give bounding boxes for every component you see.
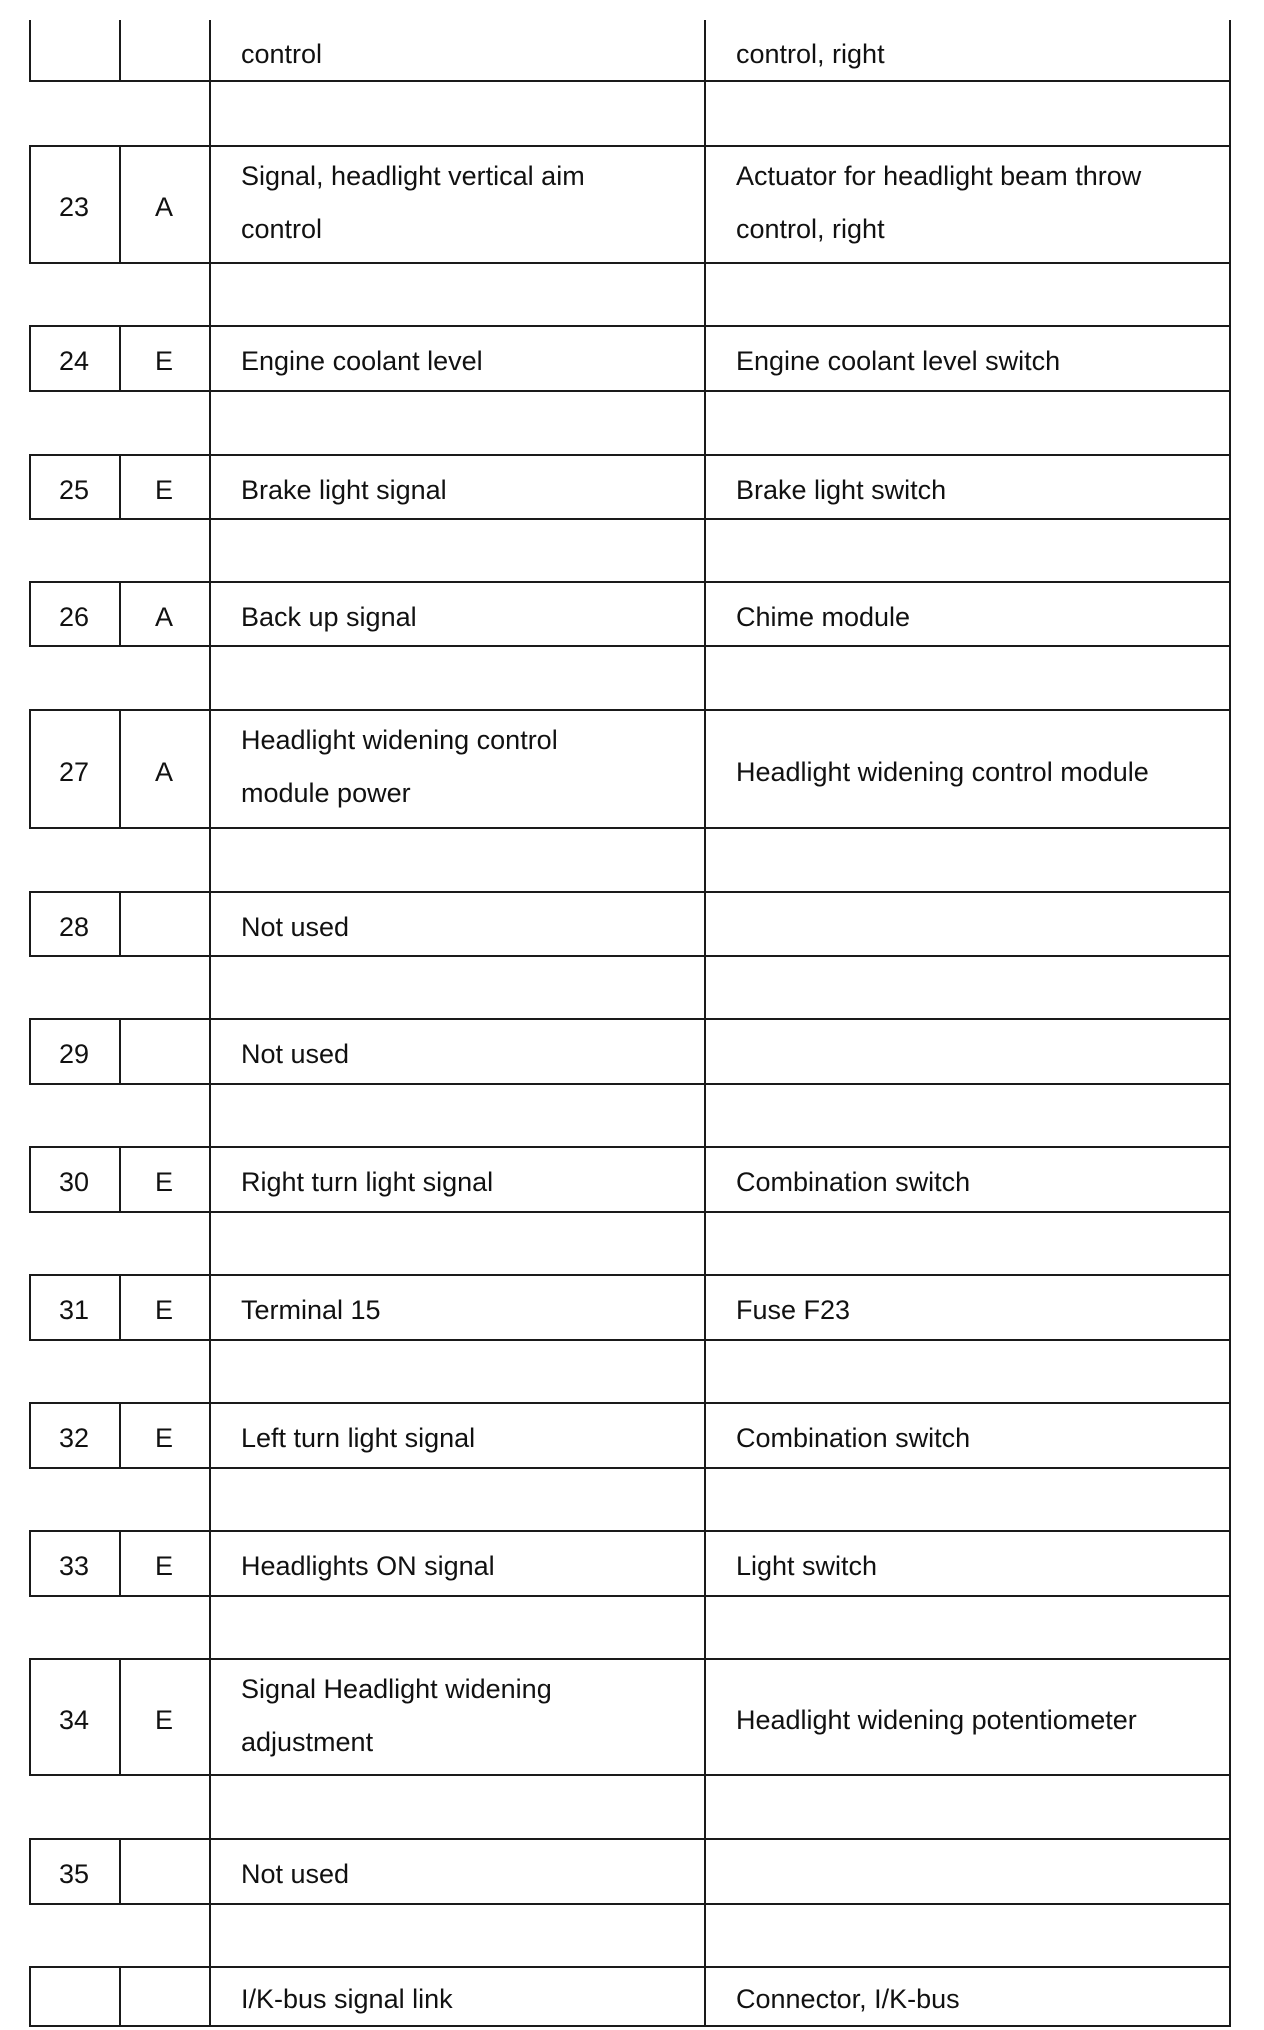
table-rule [119,1658,121,1774]
table-rule [1229,145,1231,262]
table-rule [1229,1018,1231,1083]
connection-target: control, right [736,38,885,69]
table-rule [209,581,211,645]
table-rule [1229,80,1231,145]
pin-number: 32 [58,1423,90,1453]
signal-type [119,1966,209,2025]
table-rule [209,1274,211,1339]
table-rule [1229,1658,1231,1774]
signal-description: Right turn light signal [241,1167,494,1197]
table-rule [29,1530,31,1595]
table-rule [1229,20,1231,80]
signal-type: E [154,474,173,505]
table-rule [209,80,211,145]
table-rule [704,1339,706,1402]
signal-type: A [154,192,173,222]
table-rule [704,325,706,390]
table-rule [29,1402,1231,1404]
pin-number [29,20,119,80]
table-rule [29,1658,1231,1660]
signal-description: Signal Headlight widening adjustment [241,1674,552,1757]
connection-target: Combination switch [736,1423,971,1453]
table-rule [29,1966,1231,1968]
pin-number: 34 [58,1704,90,1735]
table-rule [704,1467,706,1530]
connection-target: Fuse F23 [736,1295,851,1325]
table-rule [1229,1339,1231,1402]
table-rule [209,1146,211,1211]
signal-type: E [154,1704,173,1735]
table-rule [704,20,706,80]
table-rule [1229,1211,1231,1274]
table-rule [1229,1402,1231,1467]
table-rule [1229,1595,1231,1658]
table-rule [704,581,706,645]
table-rule [704,262,706,325]
table-rule [704,80,706,145]
table-rule [209,1838,211,1903]
table-rule [704,827,706,891]
table-rule [209,20,211,80]
table-rule [119,581,121,645]
table-rule [704,1530,706,1595]
table-rule [29,581,31,645]
table-rule [209,262,211,325]
table-rule [1229,645,1231,709]
table-rule [119,454,121,518]
signal-type: E [154,346,173,376]
connection-target: Light switch [736,1551,878,1581]
connection-target: Chime module [736,601,911,632]
table-rule [704,645,706,709]
table-rule [29,1018,31,1083]
table-rule [119,20,121,80]
table-rule [704,145,706,262]
signal-description: Headlights ON signal [241,1551,495,1581]
table-rule [1229,955,1231,1018]
table-rule [119,891,121,955]
connection-target: Actuator for headlight beam throw control, right [736,161,1142,244]
connection-target [704,1018,1229,1083]
table-rule [119,1274,121,1339]
pin-number: 28 [58,911,90,942]
table-rule [1229,1530,1231,1595]
signal-type: A [154,756,173,787]
table-rule [209,1903,211,1966]
connection-target: Headlight widening control module [736,756,1149,787]
table-rule [1229,1838,1231,1903]
signal-description: Back up signal [241,601,417,632]
table-rule [209,454,211,518]
table-rule [29,145,1231,147]
pin-number: 24 [58,346,90,376]
pin-number [29,1966,119,2025]
pin-number: 33 [58,1551,90,1581]
table-rule [1229,1083,1231,1146]
table-rule [209,1083,211,1146]
table-rule [29,1966,31,2025]
pin-number: 27 [58,756,90,787]
table-rule [209,1595,211,1658]
table-rule [29,1146,31,1211]
signal-type: E [154,1423,173,1453]
table-rule [29,1146,1231,1148]
table-rule [704,1274,706,1339]
signal-type: E [154,1167,173,1197]
table-rule [1229,1467,1231,1530]
table-rule [29,325,1231,327]
table-rule [1229,325,1231,390]
signal-description: Not used [241,911,350,942]
table-rule [704,1658,706,1774]
signal-type [119,1018,209,1083]
table-rule [29,1018,1231,1020]
table-rule [29,1274,31,1339]
table-rule [29,2025,1231,2027]
table-rule [29,709,31,827]
signal-description: Not used [241,1039,350,1069]
table-rule [704,518,706,581]
table-rule [29,454,1231,456]
connection-target: Brake light switch [736,474,947,505]
table-rule [704,454,706,518]
table-rule [29,709,1231,711]
table-rule [704,1774,706,1838]
signal-type: A [154,601,173,632]
table-rule [1229,1146,1231,1211]
signal-type: E [154,1551,173,1581]
table-rule [704,1211,706,1274]
table-rule [119,145,121,262]
table-rule [704,1018,706,1083]
table-rule [209,1530,211,1595]
signal-description: I/K-bus signal link [241,1984,453,2014]
table-rule [704,1083,706,1146]
table-rule [1229,454,1231,518]
table-rule [119,1402,121,1467]
table-rule [29,891,1231,893]
table-rule [119,325,121,390]
table-rule [119,1018,121,1083]
table-rule [209,1402,211,1467]
table-rule [209,955,211,1018]
table-rule [209,1774,211,1838]
signal-type [119,1838,209,1903]
pin-number: 29 [58,1039,90,1069]
table-rule [29,1838,1231,1840]
signal-type [119,20,209,80]
signal-description: Not used [241,1859,350,1889]
connection-target [704,891,1229,955]
table-rule [29,325,31,390]
table-rule [704,891,706,955]
table-rule [119,1530,121,1595]
table-rule [1229,518,1231,581]
table-rule [209,325,211,390]
pin-number: 25 [58,474,90,505]
table-rule [1229,1903,1231,1966]
table-rule [209,891,211,955]
table-rule [29,20,31,80]
signal-description: Brake light signal [241,474,447,505]
pin-number: 30 [58,1167,90,1197]
table-rule [1229,827,1231,891]
signal-description: Headlight widening control module power [241,725,558,808]
table-rule [209,1467,211,1530]
table-rule [1229,262,1231,325]
table-rule [29,145,31,262]
table-rule [704,1966,706,2025]
table-rule [29,1658,31,1774]
table-rule [29,891,31,955]
connection-target: Headlight widening potentiometer [736,1704,1137,1735]
table-rule [704,1838,706,1903]
table-rule [1229,1966,1231,2025]
table-rule [1229,891,1231,955]
table-rule [704,1595,706,1658]
table-rule [119,1966,121,2025]
table-rule [29,581,1231,583]
table-rule [29,1530,1231,1532]
table-rule [209,1658,211,1774]
table-rule [29,1402,31,1467]
table-rule [704,1903,706,1966]
table-rule [1229,1274,1231,1339]
connection-target: Connector, I/K-bus [736,1984,960,2014]
pin-number: 31 [58,1295,90,1325]
table-rule [209,518,211,581]
table-rule [209,145,211,262]
table-rule [1229,390,1231,454]
table-rule [29,1274,1231,1276]
table-rule [704,390,706,454]
table-rule [209,1018,211,1083]
pin-number: 35 [58,1859,90,1889]
table-rule [1229,709,1231,827]
table-rule [209,709,211,827]
table-rule [1229,1774,1231,1838]
table-rule [29,454,31,518]
table-rule [704,1146,706,1211]
signal-description: Left turn light signal [241,1423,476,1453]
signal-description: control [241,38,323,69]
table-rule [29,1838,31,1903]
table-rule [119,1146,121,1211]
connection-target: Combination switch [736,1167,971,1197]
table-rule [209,390,211,454]
connection-target [704,1838,1229,1903]
signal-type: E [154,1295,173,1325]
signal-type [119,891,209,955]
signal-description: Terminal 15 [241,1295,381,1325]
table-rule [704,709,706,827]
pin-number: 23 [58,192,90,222]
table-rule [209,1339,211,1402]
signal-description: Signal, headlight vertical aim control [241,161,585,244]
table-rule [119,709,121,827]
signal-description: Engine coolant level [241,346,483,376]
pin-number: 26 [58,601,90,632]
table-rule [209,827,211,891]
table-rule [209,645,211,709]
table-rule [119,1838,121,1903]
table-rule [209,1211,211,1274]
table-rule [704,1402,706,1467]
table-rule [209,1966,211,2025]
table-rule [704,955,706,1018]
connection-target: Engine coolant level switch [736,346,1061,376]
table-rule [1229,581,1231,645]
